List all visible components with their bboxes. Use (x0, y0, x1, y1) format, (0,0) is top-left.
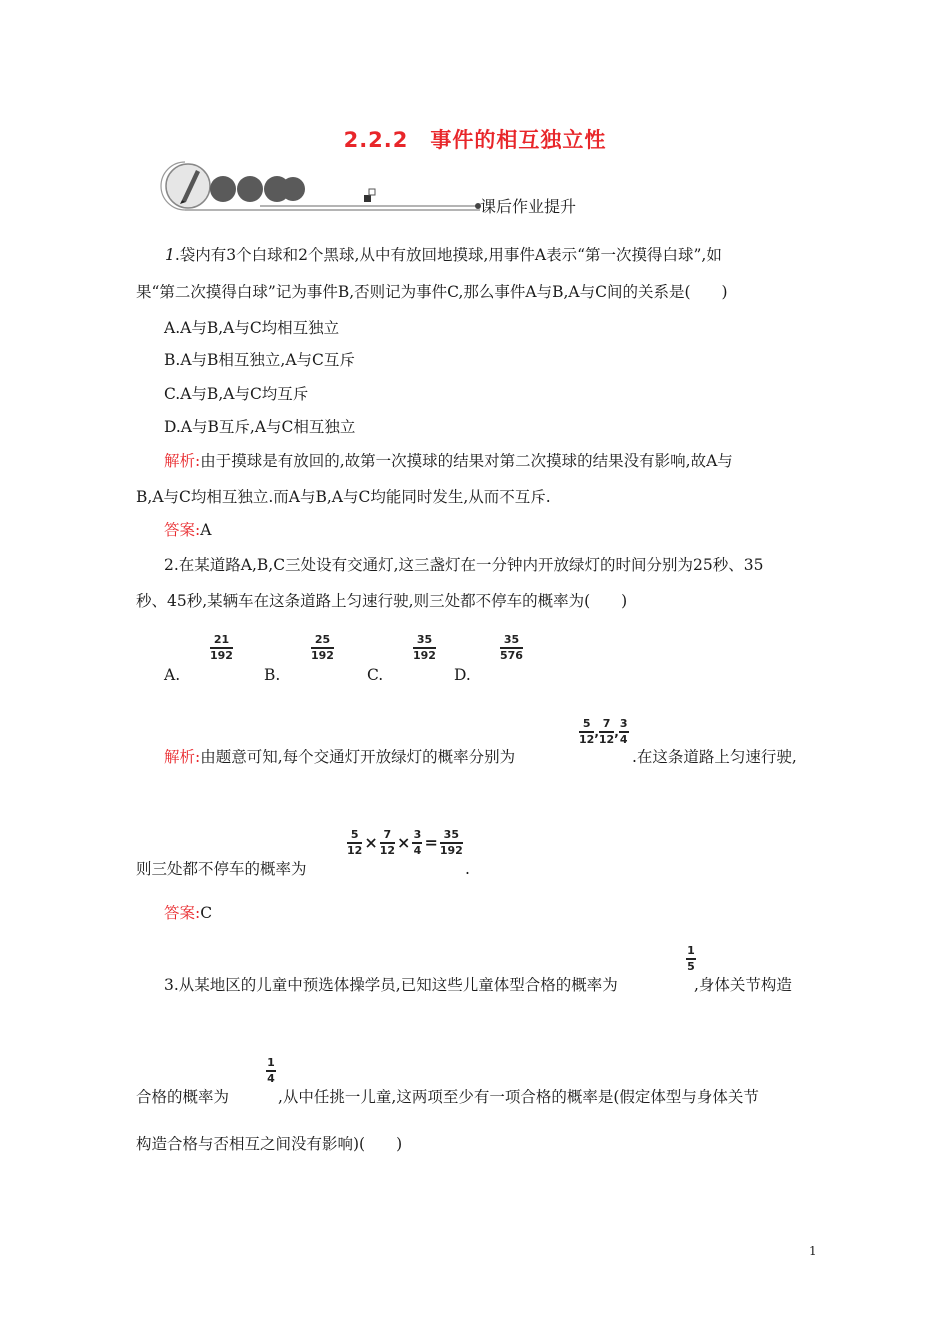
dot-icon (281, 177, 305, 201)
page-title: 2.2.2 事件的相互独立性 (343, 128, 607, 152)
page-number: 1 (809, 1244, 817, 1258)
square-icon (364, 195, 371, 202)
answer-label: 答案: (164, 904, 201, 922)
q2-option-d-label: D. (454, 666, 471, 684)
q2-answer: 答案:C (164, 904, 213, 922)
dot-icon (237, 176, 263, 202)
q2-analysis-line2: 则三处都不停车的概率为 (136, 860, 307, 878)
q2-option-b-fraction: $\frac{25}{192}$ (311, 633, 334, 662)
q1-answer: 答案:A (164, 521, 212, 539)
q2-analysis-line1: 解析:由题意可知,每个交通灯开放绿灯的概率分别为 (164, 748, 516, 766)
q2-option-c-fraction: $\frac{35}{192}$ (413, 633, 436, 662)
q2-analysis-line2-end: . (465, 860, 470, 878)
q2-option-b-label: B. (264, 666, 281, 684)
q2-line2: 秒、45秒,某辆车在这条道路上匀速行驶,则三处都不停车的概率为( ) (136, 592, 628, 610)
q1-number: 1 (165, 246, 175, 264)
q1-analysis-line1: 解析:由于摸球是有放回的,故第一次摸球的结果对第二次摸球的结果没有影响,故A与 (164, 452, 733, 470)
q3-line1-end: ,身体关节构造 (694, 976, 792, 994)
banner-label: 课后作业提升 (480, 197, 577, 216)
analysis-label: 解析: (164, 452, 201, 470)
q1-option-d: D.A与B互斥,A与C相互独立 (164, 418, 356, 436)
q3-line2-end: ,从中任挑一儿童,这两项至少有一项合格的概率是(假定体型与身体关节 (278, 1088, 759, 1106)
q2-line1: 2.在某道路A,B,C三处设有交通灯,这三盏灯在一分钟内开放绿灯的时间分别为25秒、35 (164, 556, 764, 574)
pen-badge-icon (166, 164, 210, 208)
q1-option-a: A.A与B,A与C均相互独立 (164, 319, 340, 337)
q2-analysis-line1-end: .在这条道路上匀速行驶, (632, 748, 797, 766)
q2-product-expression: $\frac{5}{12}$ × $\frac{7}{12}$ × $\frac{3}{4}$ = $\frac{35}{192}$ (347, 828, 463, 857)
q3-fraction-1: $\frac{1}{5}$ (687, 944, 695, 973)
q3-fraction-2: $\frac{1}{4}$ (267, 1056, 275, 1085)
q2-option-d-fraction: $\frac{35}{576}$ (500, 633, 523, 662)
analysis-label: 解析: (164, 748, 201, 766)
q1-analysis-line2: B,A与C均相互独立.而A与B,A与C均能同时发生,从而不互斥. (136, 488, 551, 506)
q1-option-c: C.A与B,A与C均互斥 (164, 385, 309, 403)
q2-option-a-label: A. (164, 666, 181, 684)
q2-probabilities: $\frac{5}{12}$ , $\frac{7}{12}$ , $\frac{3}{4}$ (579, 717, 628, 746)
q1-option-b: B.A与B相互独立,A与C互斥 (164, 351, 355, 369)
q2-option-a-fraction: $\frac{21}{192}$ (210, 633, 233, 662)
answer-label: 答案: (164, 521, 201, 539)
q3-line3: 构造合格与否相互之间没有影响)( ) (136, 1135, 403, 1153)
q1-line1: 1.袋内有3个白球和2个黑球,从中有放回地摸球,用事件A表示“第一次摸得白球”,如 (165, 246, 722, 264)
q3-line2: 合格的概率为 (136, 1088, 230, 1106)
q1-line2: 果“第二次摸得白球”记为事件B,否则记为事件C,那么事件A与B,A与C间的关系是( ) (136, 283, 728, 301)
q3-line1: 3.从某地区的儿童中预选体操学员,已知这些儿童体型合格的概率为 (164, 976, 618, 994)
dot-icon (210, 176, 236, 202)
q2-option-c-label: C. (367, 666, 384, 684)
